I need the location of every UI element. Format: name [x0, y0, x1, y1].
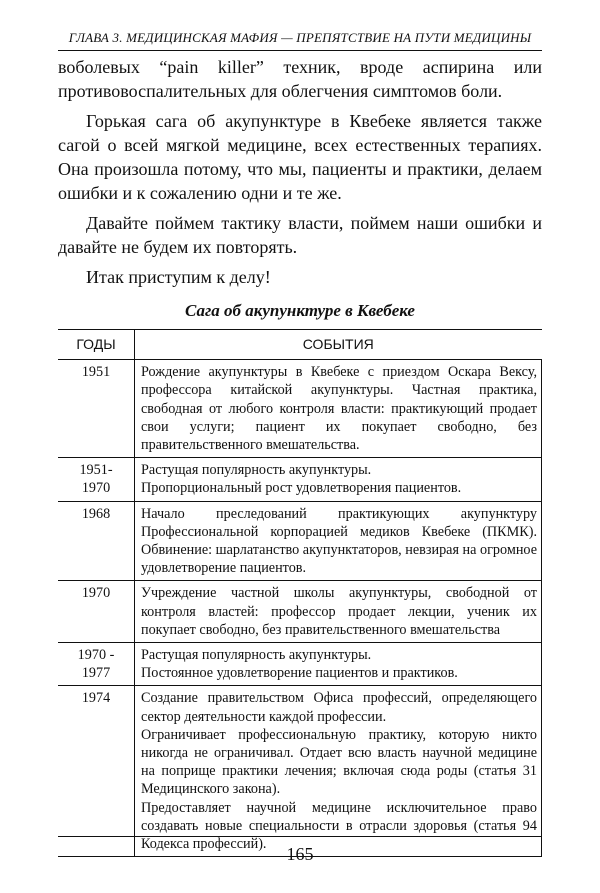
header-years: ГОДЫ: [58, 330, 135, 360]
event-text: Начало преследований практикующих акупунктуру Профессиональной корпорацией медиков Квебеке (ПКМК). Обвинение: шарлатанство акупунктаторов, невзирая на огромное удовлетворение пациентов.: [141, 505, 537, 577]
book-page: [58, 30, 542, 857]
row-events: [135, 643, 542, 686]
paragraph-start: Итак приступим к делу!: [86, 267, 271, 287]
paragraph-continuation: воболевых “pain killer” техник, вроде аспирина или противовоспалительных для облегчения симптомов боли.: [58, 57, 542, 101]
event-text: Создание правительством Офиса профессий, определяющего сектор деятельности каждой профессии.: [141, 690, 537, 725]
paragraph-saga: Горькая сага об акупунктуре в Квебеке является также сагой о всей мягкой медицине, всех естественных терапиях. Она произошла потому, что мы, пациенты и практики, делаем ошибки и к сожалению одни и те же.: [58, 111, 542, 203]
row-events: [135, 686, 542, 857]
row-events: [135, 360, 542, 458]
event-text: Пропорциональный рост удовлетворения пациентов.: [141, 480, 462, 497]
year-line: 1951: [81, 364, 111, 381]
row-events: [135, 458, 542, 501]
year-line: 1970 -: [77, 647, 115, 664]
running-head: ГЛАВА 3. МЕДИЦИНСКАЯ МАФИЯ — ПРЕПЯТСТВИЕ НА ПУТИ МЕДИЦИНЫ: [58, 30, 542, 51]
body-text: [58, 55, 542, 289]
year-line: 1951-: [79, 462, 113, 479]
year-line: 1977: [81, 665, 111, 682]
year-line: 1974: [81, 690, 111, 707]
table-title: Сага об акупунктуре в Квебеке: [185, 301, 415, 320]
header-events: СОБЫТИЯ: [135, 330, 542, 360]
event-text: Ограничивает профессиональную практику, которую никто никогда не ограничивал. Отдает всю власть научной медицине на поприще практики лечения; включая сюда роды (статья 31 Медицинского закона).: [141, 726, 537, 798]
row-year: [58, 360, 135, 458]
table-header-row: [58, 330, 542, 360]
event-text: Предоставляет научной медицине исключительное право создавать новые специальности в отрасли здоровья (статья 94 Кодекса профессий).: [141, 799, 537, 853]
event-text: Постоянное удовлетворение пациентов и практиков.: [141, 665, 458, 682]
paragraph-tactics: Давайте поймем тактику власти, поймем наши ошибки и давайте не будем их повторять.: [58, 213, 542, 257]
row-year: [58, 686, 135, 857]
year-line: 1970: [81, 480, 111, 497]
year-line: 1968: [81, 505, 111, 522]
table-row: [58, 643, 542, 686]
row-year: [58, 643, 135, 686]
table-row: [58, 581, 542, 643]
table-row: [58, 686, 542, 857]
table-row: [58, 360, 542, 458]
event-text: Рождение акупунктуры в Квебеке с приездом Оскара Вексу, профессора китайской акупунктуры. Частная практика, свободная от любого контроля власти: практикующий продает свои услуги; пациент их покупает свободно, без правительственного вмешательства.: [141, 364, 537, 454]
footer-rule: [58, 836, 542, 837]
chronology-table: [58, 329, 542, 857]
event-text: Растущая популярность акупунктуры.: [141, 462, 372, 479]
row-year: [58, 458, 135, 501]
table-row: [58, 501, 542, 581]
table-row: [58, 458, 542, 501]
page-number: 165: [286, 844, 314, 864]
row-year: [58, 581, 135, 643]
row-events: [135, 501, 542, 581]
year-line: 1970: [81, 585, 111, 602]
row-year: [58, 501, 135, 581]
event-text: Растущая популярность акупунктуры.: [141, 647, 372, 664]
row-events: [135, 581, 542, 643]
event-text: Учреждение частной школы акупунктуры, свободной от контроля властей: профессор продает лекции, ученик их покупает свободно, без правительственного вмешательства: [141, 585, 537, 638]
